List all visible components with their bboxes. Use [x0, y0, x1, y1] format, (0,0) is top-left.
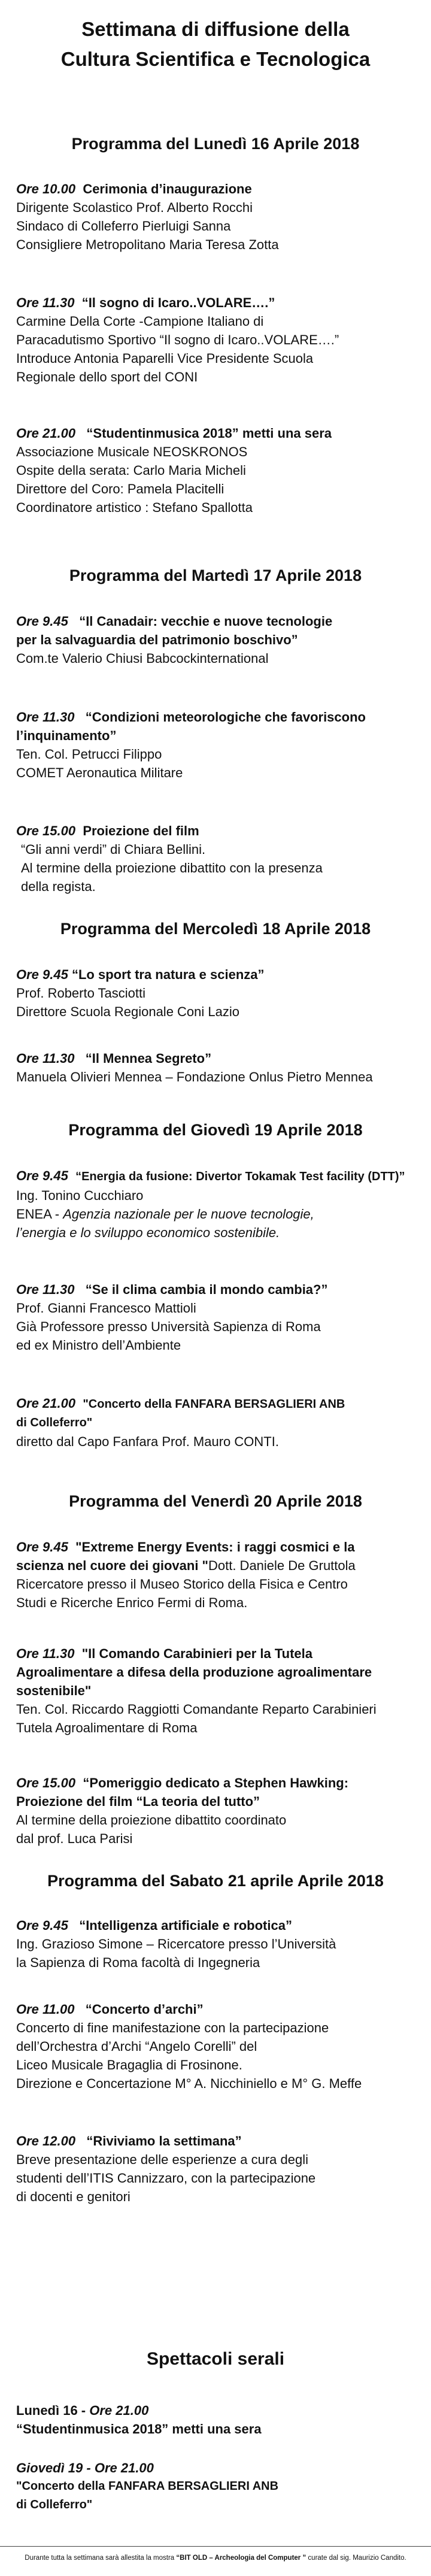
event-detail: della regista. [21, 879, 96, 894]
event-time: Ore 11.30 [16, 710, 75, 725]
title-line-2: Cultura Scientifica e Tecnologica [60, 48, 371, 70]
event-thursday-945 [16, 1166, 423, 1242]
event-time: Ore 9.45 [16, 967, 68, 982]
event-detail: Direttore del Coro: Pamela Placitelli [16, 481, 224, 496]
event-saturday-945 [16, 1916, 423, 1972]
event-time: Ore 9.45 [16, 1918, 68, 1933]
event-wednesday-1130 [16, 1049, 423, 1086]
show-title-cont: di Colleferro" [16, 2498, 93, 2511]
event-detail: Dott. Daniele De Gruttola [208, 1558, 356, 1573]
event-detail: Già Professore presso Università Sapienza di Roma [16, 1319, 321, 1334]
day-header-thursday: Programma del Giovedì 19 Aprile 2018 [68, 1121, 363, 1139]
event-detail: “Gli anni verdi” di Chiara Bellini. [21, 842, 206, 857]
event-detail: di docenti e genitori [16, 2189, 130, 2204]
event-detail: Paracadutismo Sportivo “Il sogno di Icaro..VOLARE….” [16, 332, 339, 347]
event-title: “Pomeriggio dedicato a Stephen Hawking: [83, 1775, 349, 1790]
event-tuesday-1500 [16, 822, 423, 896]
event-detail: Al termine della proiezione dibattito coordinato [16, 1813, 287, 1828]
event-detail: Direttore Scuola Regionale Coni Lazio [16, 1004, 239, 1019]
event-detail: Ing. Grazioso Simone – Ricercatore presso l’Università [16, 1936, 336, 1951]
event-detail: ENEA - [16, 1207, 63, 1222]
event-detail: Prof. Gianni Francesco Mattioli [16, 1301, 196, 1316]
event-detail: Coordinatore artistico : Stefano Spallotta [16, 500, 253, 515]
show-time: Ore 21.00 [94, 2460, 154, 2475]
show-title: "Concerto della FANFARA BERSAGLIERI ANB [16, 2480, 279, 2493]
day-header-saturday: Programma del Sabato 21 aprile Aprile 2018 [47, 1872, 384, 1890]
evening-show-monday [16, 2401, 423, 2438]
event-title: "Concerto della FANFARA BERSAGLIERI ANB [83, 1398, 345, 1411]
event-title: “Condizioni meteorologiche che favoriscono [85, 710, 366, 725]
event-friday-945 [16, 1538, 423, 1612]
event-title-cont: scienza nel cuore dei giovani " [16, 1558, 208, 1573]
event-title: “Il sogno di Icaro..VOLARE….” [81, 295, 275, 310]
event-detail: Manuela Olivieri Mennea – Fondazione Onlus Pietro Mennea [16, 1069, 373, 1084]
event-time: Ore 11.00 [16, 2002, 75, 2017]
event-detail: dal prof. Luca Parisi [16, 1831, 133, 1846]
event-detail: dell’Orchestra d’Archi “Angelo Corelli” del [16, 2039, 257, 2054]
event-title: “Il Mennea Segreto” [85, 1051, 212, 1066]
event-time: Ore 10.00 [16, 181, 76, 196]
evening-show-thursday [16, 2459, 423, 2514]
event-detail: Ten. Col. Petrucci Filippo [16, 747, 162, 762]
event-title: “Riviviamo la settimana” [86, 2133, 242, 2148]
event-time: Ore 9.45 [16, 614, 68, 629]
event-time: Ore 12.00 [16, 2133, 76, 2148]
event-detail: Associazione Musicale NEOSKRONOS [16, 444, 248, 459]
event-detail: la Sapienza di Roma facoltà di Ingegneria [16, 1955, 260, 1970]
event-monday-2100 [16, 424, 423, 517]
event-detail: Tutela Agroalimentare di Roma [16, 1720, 198, 1735]
event-detail: Liceo Musicale Bragaglia di Frosinone. [16, 2057, 242, 2072]
evening-shows-title: Spettacoli serali [146, 2349, 285, 2369]
event-detail: Direzione e Concertazione M° A. Nicchiniello e M° G. Meffe [16, 2076, 362, 2091]
event-detail: Sindaco di Colleferro Pierluigi Sanna [16, 219, 231, 234]
event-detail: Prof. Roberto Tasciotti [16, 986, 146, 1001]
event-detail: Breve presentazione delle esperienze a cura degli [16, 2152, 308, 2167]
day-header-tuesday: Programma del Martedì 17 Aprile 2018 [69, 566, 362, 584]
event-title: "Il Comando Carabinieri per la Tutela [81, 1646, 313, 1661]
event-title: “Energia da fusione: Divertor Tokamak Test facility (DTT)” [75, 1170, 405, 1183]
event-title: “Intelligenza artificiale e robotica” [79, 1918, 292, 1933]
event-time: Ore 9.45 [16, 1168, 68, 1183]
event-detail: Ten. Col. Riccardo Raggiotti Comandante Reparto Carabinieri [16, 1702, 377, 1717]
event-title-cont: Proiezione del film “La teoria del tutto” [16, 1794, 260, 1809]
event-detail: Com.te Valerio Chiusi Babcockinternational [16, 651, 269, 666]
event-title: Proiezione del film [83, 823, 199, 838]
event-monday-1130 [16, 293, 423, 386]
event-detail: Ing. Tonino Cucchiaro [16, 1188, 144, 1203]
event-detail: studenti dell’ITIS Cannizzaro, con la partecipazione [16, 2171, 316, 2186]
event-time: Ore 21.00 [16, 1396, 76, 1411]
event-detail: ed ex Ministro dell’Ambiente [16, 1338, 181, 1353]
event-title: “Concerto d’archi” [85, 2002, 204, 2017]
show-time: Ore 21.00 [89, 2403, 149, 2418]
event-title-cont: per la salvaguardia del patrimonio boschivo” [16, 632, 298, 647]
footer-exhibition-name: “BIT OLD – Archeologia del Computer ” [176, 2554, 306, 2562]
event-detail: Dirigente Scolastico Prof. Alberto Rocchi [16, 200, 253, 215]
event-wednesday-945 [16, 965, 423, 1021]
footer-text: curate dal sig. Maurizio Candito. [306, 2554, 406, 2562]
event-title: Cerimonia d’inaugurazione [83, 181, 252, 196]
event-time: Ore 11.30 [16, 1282, 75, 1297]
event-thursday-1130 [16, 1280, 423, 1354]
event-title-cont: sostenibile" [16, 1683, 92, 1698]
event-detail: Carmine Della Corte -Campione Italiano di [16, 314, 264, 329]
event-title-cont: di Colleferro" [16, 1416, 93, 1429]
event-detail: COMET Aeronautica Militare [16, 765, 183, 780]
event-detail: Al termine della proiezione dibattito con la presenza [21, 860, 323, 875]
event-time: Ore 11.30 [16, 295, 75, 310]
day-header-wednesday: Programma del Mercoledì 18 Aprile 2018 [60, 920, 371, 938]
event-title: “Studentinmusica 2018” metti una sera [86, 426, 332, 441]
event-detail-italic: l’energia e lo sviluppo economico sostenibile. [16, 1225, 280, 1240]
title-line-1: Settimana di diffusione della [81, 18, 350, 40]
event-time: Ore 15.00 [16, 1775, 76, 1790]
event-time: Ore 11.30 [16, 1051, 75, 1066]
event-friday-1130 [16, 1644, 423, 1737]
event-saturday-1100 [16, 2000, 423, 2093]
event-time: Ore 9.45 [16, 1539, 68, 1554]
event-saturday-1200 [16, 2132, 423, 2206]
event-time: Ore 21.00 [16, 426, 76, 441]
day-header-friday: Programma del Venerdì 20 Aprile 2018 [69, 1492, 362, 1510]
event-detail: Studi e Ricerche Enrico Fermi di Roma. [16, 1595, 248, 1610]
event-time: Ore 15.00 [16, 823, 76, 838]
event-detail-italic: Agenzia nazionale per le nuove tecnologie, [63, 1207, 314, 1222]
event-monday-1000 [16, 180, 423, 254]
event-friday-1500 [16, 1774, 423, 1848]
event-detail: Ospite della serata: Carlo Maria Micheli [16, 463, 246, 478]
event-tuesday-945 [16, 612, 423, 668]
exhibition-footer-note [0, 2546, 431, 2571]
event-title: "Extreme Energy Events: i raggi cosmici e la [75, 1539, 355, 1554]
show-day: Giovedì 19 - [16, 2460, 95, 2475]
page-title [0, 14, 431, 74]
event-detail: diretto dal Capo Fanfara Prof. Mauro CONTI. [16, 1434, 279, 1449]
event-detail: Introduce Antonia Paparelli Vice Presidente Scuola [16, 351, 314, 366]
event-detail: Consigliere Metropolitano Maria Teresa Zotta [16, 237, 279, 252]
event-title: “Se il clima cambia il mondo cambia?” [85, 1282, 328, 1297]
show-title: “Studentinmusica 2018” metti una sera [16, 2422, 262, 2436]
event-title-cont: l’inquinamento” [16, 728, 117, 743]
event-tuesday-1130 [16, 708, 423, 782]
day-header-monday: Programma del Lunedì 16 Aprile 2018 [71, 135, 360, 153]
event-title: “Lo sport tra natura e scienza” [71, 967, 265, 982]
event-detail: Concerto di fine manifestazione con la partecipazione [16, 2020, 329, 2035]
event-title-cont: Agroalimentare a difesa della produzione agroalimentare [16, 1665, 372, 1680]
event-title: “Il Canadair: vecchie e nuove tecnologie [79, 614, 333, 629]
event-time: Ore 11.30 [16, 1646, 75, 1661]
event-detail: Regionale dello sport del CONI [16, 369, 198, 384]
event-detail: Ricercatore presso il Museo Storico della Fisica e Centro [16, 1577, 348, 1592]
show-day: Lunedì 16 - [16, 2403, 90, 2418]
event-thursday-2100 [16, 1394, 423, 1451]
footer-text: Durante tutta la settimana sarà allestita la mostra [25, 2554, 177, 2562]
